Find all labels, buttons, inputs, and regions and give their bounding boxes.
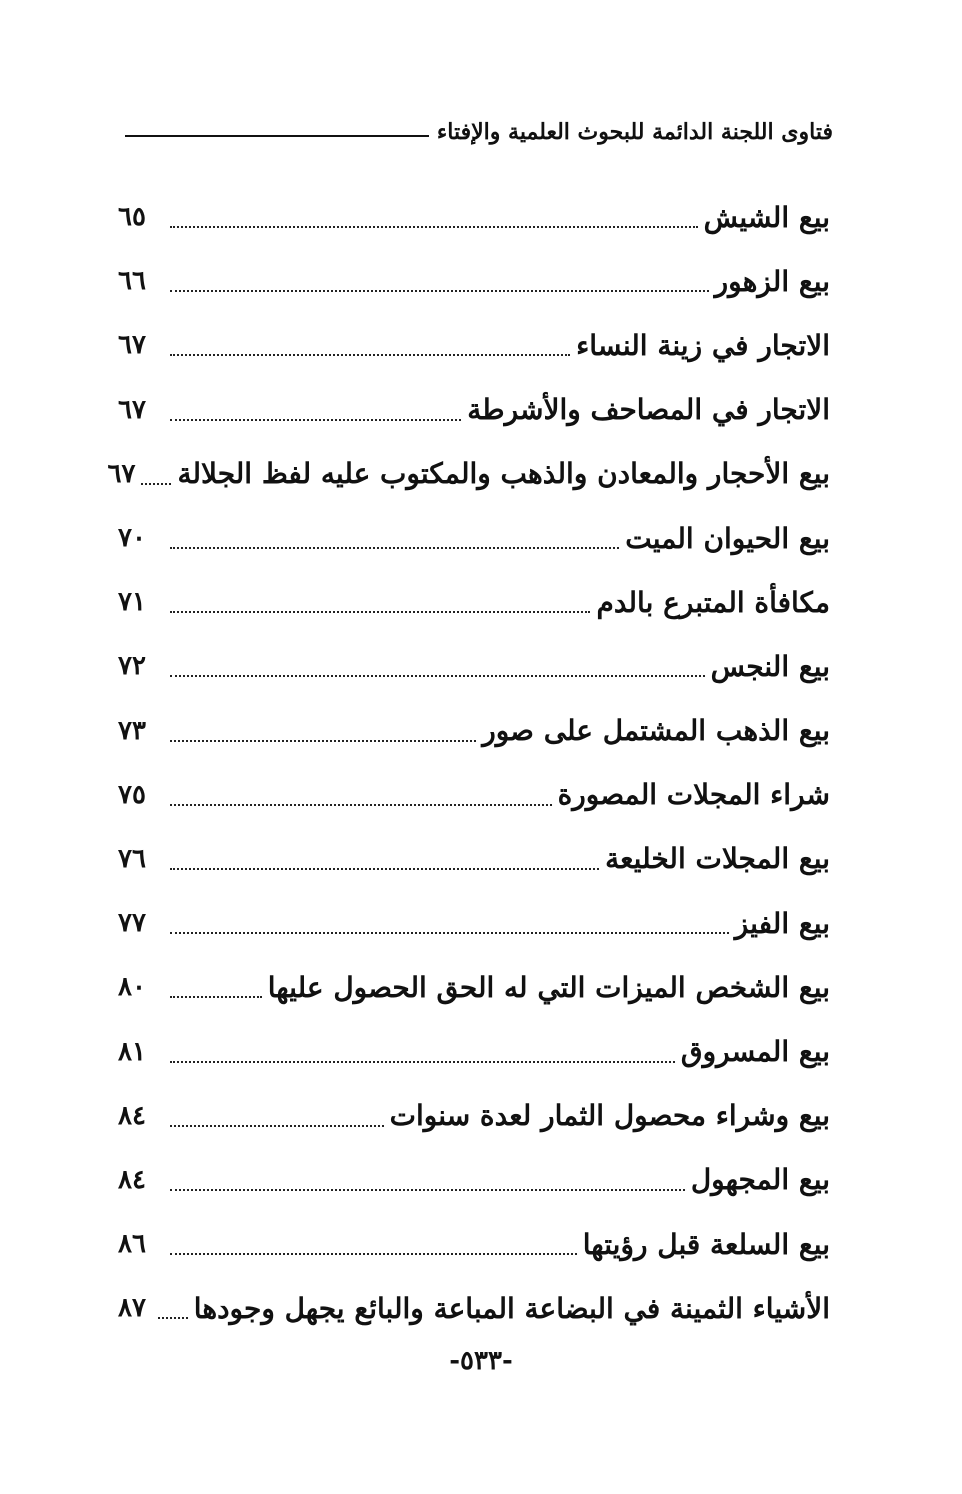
toc-entry-title: بيع الشخص الميزات التي له الحق الحصول عليها (267, 970, 830, 1004)
dot-leader (170, 226, 698, 228)
toc-entry-page: ٦٧ (118, 330, 146, 361)
toc-entry-title: بيع الذهب المشتمل على صور (482, 714, 830, 748)
toc-entry-page: ٧٦ (118, 843, 146, 874)
table-of-contents (107, 185, 830, 1340)
toc-entry-page: ٨٤ (118, 1100, 146, 1131)
page-number: -٥٣٣- (449, 1346, 513, 1376)
toc-entry (118, 1019, 830, 1083)
dot-leader (170, 740, 476, 742)
dot-leader (170, 932, 729, 934)
toc-entry-title: الاتجار في المصاحف والأشرطة (467, 393, 830, 427)
toc-entry-page: ٦٥ (118, 202, 146, 233)
toc-entry (118, 249, 830, 313)
toc-entry-page: ٧٧ (118, 908, 146, 939)
toc-entry-title: بيع المجهول (690, 1163, 830, 1197)
dot-leader (158, 1317, 188, 1319)
toc-entry-title: بيع النجس (710, 649, 830, 683)
toc-entry (118, 955, 830, 1019)
toc-entry (118, 763, 830, 827)
header-rule (125, 135, 429, 137)
dot-leader (170, 1061, 675, 1063)
toc-entry-title: شراء المجلات المصورة (557, 778, 830, 812)
toc-entry-title: مكافأة المتبرع بالدم (596, 585, 830, 619)
toc-entry-title: بيع الحيوان الميت (625, 521, 830, 555)
toc-entry-page: ٧١ (118, 587, 146, 618)
toc-entry-title: بيع الأحجار والمعادن والذهب والمكتوب عليه لفظ الجلالة (177, 457, 830, 491)
toc-entry-title: بيع المسروق (680, 1035, 830, 1069)
toc-entry-page: ٨٤ (118, 1164, 146, 1195)
toc-entry (118, 378, 830, 442)
toc-entry-page: ٧٥ (118, 779, 146, 810)
toc-entry (118, 891, 830, 955)
toc-entry-title: بيع الشيش (703, 200, 830, 234)
dot-leader (170, 675, 705, 677)
dot-leader (170, 1125, 384, 1127)
dot-leader (170, 547, 619, 549)
toc-entry-page: ٦٧ (107, 458, 136, 489)
book-title: فتاوى اللجنة الدائمة للبحوث العلمية والإفتاء (436, 119, 833, 145)
toc-entry (118, 185, 830, 249)
dot-leader (170, 611, 590, 613)
toc-entry-page: ٦٧ (118, 394, 146, 425)
dot-leader (170, 1253, 577, 1255)
dot-leader (170, 1189, 685, 1191)
dot-leader (170, 354, 570, 356)
toc-entry (118, 1148, 830, 1212)
toc-entry (118, 1276, 830, 1340)
toc-entry-title: بيع الزهور (714, 264, 830, 298)
toc-entry-page: ٧٠ (118, 523, 146, 554)
toc-entry (118, 313, 830, 377)
dot-leader (141, 483, 171, 485)
toc-entry-page: ٨٦ (118, 1229, 146, 1260)
running-header (125, 112, 833, 152)
dot-leader (170, 419, 461, 421)
toc-entry-page: ٨٠ (118, 972, 146, 1003)
dot-leader (170, 868, 599, 870)
dot-leader (170, 290, 709, 292)
toc-entry-title: الاتجار في زينة النساء (576, 328, 830, 362)
toc-entry (107, 442, 830, 506)
toc-entry (118, 699, 830, 763)
toc-entry (118, 506, 830, 570)
toc-entry (118, 570, 830, 634)
toc-entry-title: بيع المجلات الخليعة (605, 842, 830, 876)
toc-entry (118, 827, 830, 891)
toc-entry-title: الأشياء الثمينة في البضاعة المباعة والبائع يجهل وجودها (193, 1291, 830, 1325)
dot-leader (170, 804, 552, 806)
toc-entry-title: بيع وشراء محصول الثمار لعدة سنوات (389, 1099, 830, 1133)
toc-entry-page: ٦٦ (118, 266, 146, 297)
toc-entry (118, 1212, 830, 1276)
toc-entry (118, 1084, 830, 1148)
toc-entry-title: بيع السلعة قبل رؤيتها (582, 1227, 830, 1261)
toc-entry-page: ٧٣ (118, 715, 146, 746)
dot-leader (170, 996, 262, 998)
toc-entry-page: ٨١ (118, 1036, 146, 1067)
toc-entry-page: ٧٢ (118, 651, 146, 682)
toc-entry-title: بيع الفيز (734, 906, 830, 940)
toc-entry-page: ٨٧ (118, 1293, 146, 1324)
toc-entry (118, 634, 830, 698)
